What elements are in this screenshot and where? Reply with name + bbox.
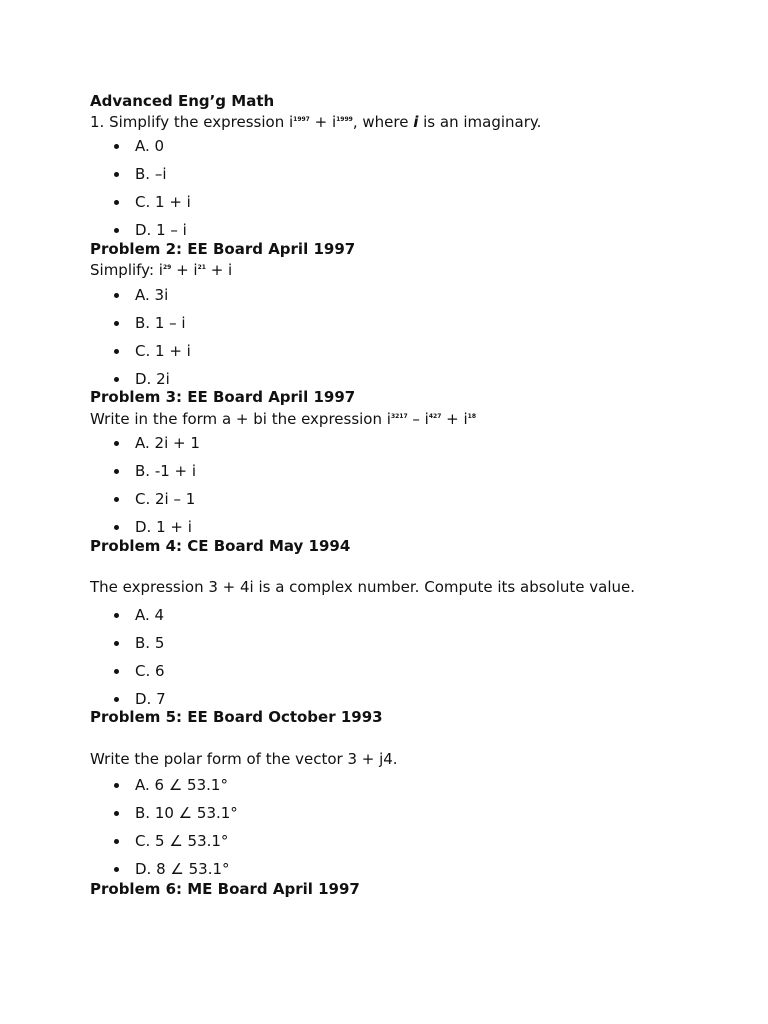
problem-6-heading: Problem 6: ME Board April 1997 bbox=[90, 880, 360, 898]
option-item bbox=[90, 634, 166, 662]
bullet-icon bbox=[114, 469, 119, 474]
option-label: C. 5 ∠ 53.1° bbox=[135, 832, 229, 850]
document-title: Advanced Eng’g Math bbox=[90, 92, 275, 110]
problem-1-options bbox=[90, 137, 191, 249]
option-item bbox=[90, 342, 191, 370]
problem-3-text-mid2: + i bbox=[441, 410, 468, 428]
option-label: A. 3i bbox=[135, 286, 169, 304]
option-item bbox=[90, 462, 200, 490]
bullet-icon bbox=[114, 783, 119, 788]
option-label: B. 10 ∠ 53.1° bbox=[135, 804, 238, 822]
bullet-icon bbox=[114, 144, 119, 149]
option-item bbox=[90, 193, 191, 221]
bullet-icon bbox=[114, 200, 119, 205]
bullet-icon bbox=[114, 839, 119, 844]
option-label: D. 8 ∠ 53.1° bbox=[135, 860, 230, 878]
option-item bbox=[90, 606, 166, 634]
problem-1-exponent-1: 1997 bbox=[293, 116, 310, 123]
option-label: B. 1 – i bbox=[135, 314, 186, 332]
option-label: C. 6 bbox=[135, 662, 165, 680]
option-item bbox=[90, 490, 200, 518]
problem-3-exponent-2: 427 bbox=[428, 413, 442, 420]
bullet-icon bbox=[114, 321, 119, 326]
option-label: B. -1 + i bbox=[135, 462, 197, 480]
bullet-icon bbox=[114, 697, 119, 702]
bullet-icon bbox=[114, 293, 119, 298]
option-label: C. 1 + i bbox=[135, 193, 191, 211]
option-item bbox=[90, 832, 238, 860]
problem-3-exponent-1: 3217 bbox=[390, 413, 408, 420]
problem-1-text-end: is an imaginary. bbox=[418, 113, 542, 131]
option-item bbox=[90, 165, 191, 193]
bullet-icon bbox=[114, 867, 119, 872]
bullet-icon bbox=[114, 525, 119, 530]
problem-2-text-start: Simplify: i bbox=[90, 261, 163, 279]
option-label: A. 2i + 1 bbox=[135, 434, 200, 452]
problem-1-text-start: 1. Simplify the expression i bbox=[90, 113, 294, 131]
problem-2-heading: Problem 2: EE Board April 1997 bbox=[90, 240, 356, 258]
bullet-icon bbox=[114, 172, 119, 177]
option-item bbox=[90, 804, 238, 832]
option-label: B. –i bbox=[135, 165, 167, 183]
bullet-icon bbox=[114, 377, 119, 382]
problem-2-text-mid: + i bbox=[171, 261, 198, 279]
problem-2-exponent-2: 21 bbox=[197, 264, 206, 271]
problem-4-options bbox=[90, 606, 166, 718]
bullet-icon bbox=[114, 497, 119, 502]
option-label: A. 0 bbox=[135, 137, 165, 155]
problem-2-exponent-1: 29 bbox=[162, 264, 172, 271]
option-label: D. 7 bbox=[135, 690, 166, 708]
option-item bbox=[90, 662, 166, 690]
problem-3-heading: Problem 3: EE Board April 1997 bbox=[90, 388, 356, 406]
option-item bbox=[90, 434, 200, 462]
problem-2-text-end: + i bbox=[205, 261, 233, 279]
option-label: D. 1 – i bbox=[135, 221, 187, 239]
problem-3-question bbox=[90, 407, 476, 429]
bullet-icon bbox=[114, 641, 119, 646]
option-label: A. 6 ∠ 53.1° bbox=[135, 776, 228, 794]
problem-4-heading: Problem 4: CE Board May 1994 bbox=[90, 537, 351, 555]
problem-2-question bbox=[90, 258, 232, 280]
option-label: C. 2i – 1 bbox=[135, 490, 196, 508]
option-item bbox=[90, 314, 191, 342]
option-label: B. 5 bbox=[135, 634, 165, 652]
problem-3-options bbox=[90, 434, 200, 546]
option-label: A. 4 bbox=[135, 606, 165, 624]
problem-3-exponent-3: 18 bbox=[467, 413, 477, 420]
problem-3-text-start: Write in the form a + bi the expression i bbox=[90, 410, 391, 428]
bullet-icon bbox=[114, 613, 119, 618]
option-item bbox=[90, 137, 191, 165]
bullet-icon bbox=[114, 441, 119, 446]
problem-3-text-mid: – i bbox=[407, 410, 429, 428]
problem-5-heading: Problem 5: EE Board October 1993 bbox=[90, 708, 383, 726]
problem-1-text-mid2: , where bbox=[352, 113, 414, 131]
bullet-icon bbox=[114, 349, 119, 354]
problem-1-question bbox=[90, 110, 541, 132]
problem-1-text-mid: + i bbox=[309, 113, 337, 131]
option-item bbox=[90, 286, 191, 314]
option-item bbox=[90, 776, 238, 804]
problem-2-options bbox=[90, 286, 191, 398]
problem-1-exponent-2: 1999 bbox=[336, 116, 353, 123]
problem-1-variable: i bbox=[413, 113, 419, 131]
option-label: D. 1 + i bbox=[135, 518, 192, 536]
bullet-icon bbox=[114, 669, 119, 674]
option-label: C. 1 + i bbox=[135, 342, 191, 360]
problem-5-options bbox=[90, 776, 238, 888]
bullet-icon bbox=[114, 811, 119, 816]
bullet-icon bbox=[114, 228, 119, 233]
option-label: D. 2i bbox=[135, 370, 170, 388]
problem-4-question: The expression 3 + 4i is a complex number. Compute its absolute value. bbox=[90, 578, 636, 596]
problem-5-question: Write the polar form of the vector 3 + j4. bbox=[90, 750, 398, 768]
